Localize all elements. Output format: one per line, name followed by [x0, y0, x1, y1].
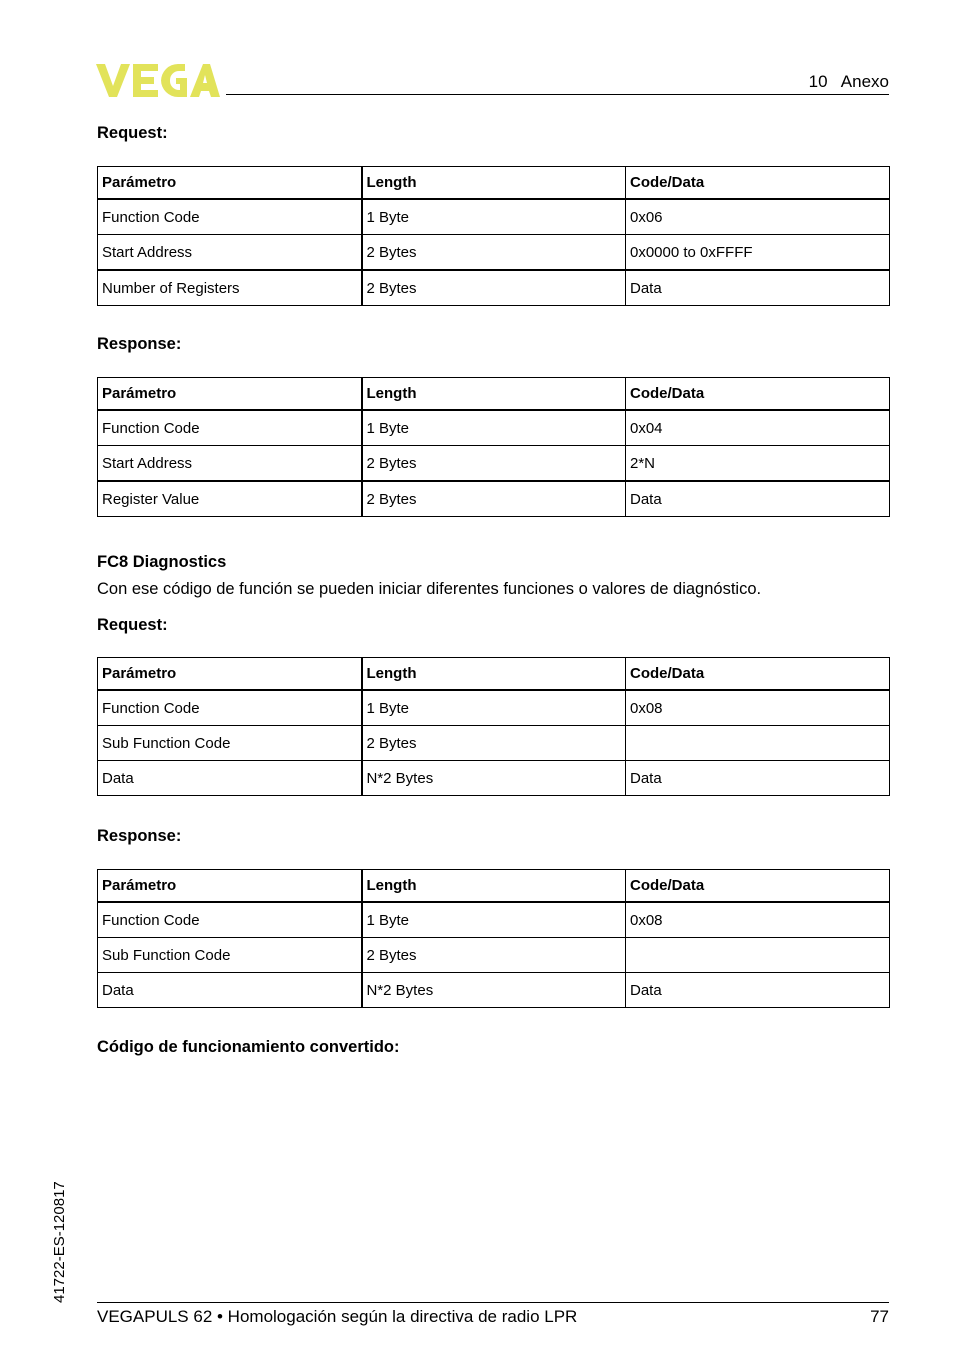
table-header-row — [98, 378, 890, 411]
table-cell: 0x0000 to 0xFFFF — [626, 235, 890, 271]
fc8-request-heading: Request: — [97, 616, 168, 634]
table-cell: Start Address — [98, 446, 362, 482]
table-header-cell: Code/Data — [626, 167, 890, 200]
table-header-cell: Length — [362, 167, 626, 200]
table-cell: 2*N — [626, 446, 890, 482]
table-cell — [626, 726, 890, 761]
table-row — [98, 902, 890, 938]
fc8-response-table — [97, 869, 890, 1008]
table-cell: 1 Byte — [362, 199, 626, 235]
table-header-row — [98, 870, 890, 903]
table-cell: Sub Function Code — [98, 938, 362, 973]
table-row — [98, 199, 890, 235]
table-cell: Data — [626, 973, 890, 1008]
table-header-cell: Parámetro — [98, 870, 362, 903]
table-header-cell: Code/Data — [626, 870, 890, 903]
table-cell: Start Address — [98, 235, 362, 271]
table-row — [98, 235, 890, 271]
table-cell: Data — [98, 761, 362, 796]
table-cell: Sub Function Code — [98, 726, 362, 761]
table-header-row — [98, 658, 890, 691]
table-cell: 1 Byte — [362, 690, 626, 726]
chapter-label: 10 Anexo — [808, 72, 889, 91]
converted-code-heading: Código de funcionamiento convertido: — [97, 1038, 400, 1056]
table-cell: 0x04 — [626, 410, 890, 446]
table-header-cell: Parámetro — [98, 378, 362, 411]
table-cell: 2 Bytes — [362, 446, 626, 482]
table-cell: 2 Bytes — [362, 481, 626, 517]
table-cell: 0x08 — [626, 902, 890, 938]
request-table — [97, 166, 890, 306]
fc8-description: Con ese código de función se pueden iniciar diferentes funciones o valores de diagnóstico. — [97, 580, 762, 598]
table-row — [98, 446, 890, 482]
document-code: 41722-ES-120817 — [51, 1181, 68, 1303]
table-cell: 1 Byte — [362, 902, 626, 938]
table-cell: Function Code — [98, 902, 362, 938]
table-cell: 1 Byte — [362, 410, 626, 446]
table-header-cell: Code/Data — [626, 378, 890, 411]
table-cell: N*2 Bytes — [362, 973, 626, 1008]
fc8-response-heading: Response: — [97, 827, 182, 845]
table-cell: Data — [626, 481, 890, 517]
header-rule — [226, 94, 889, 95]
table-row — [98, 726, 890, 761]
table-row — [98, 481, 890, 517]
table-cell: 0x06 — [626, 199, 890, 235]
table-header-cell: Parámetro — [98, 167, 362, 200]
response-table — [97, 377, 890, 517]
footer-rule — [97, 1302, 889, 1303]
table-header-cell: Length — [362, 658, 626, 691]
fc8-heading: FC8 Diagnostics — [97, 553, 227, 571]
table-row — [98, 938, 890, 973]
vega-logo — [96, 64, 220, 98]
table-cell: 2 Bytes — [362, 235, 626, 271]
table-cell: Register Value — [98, 481, 362, 517]
table-cell: Data — [98, 973, 362, 1008]
table-cell: 0x08 — [626, 690, 890, 726]
page-number: 77 — [870, 1307, 889, 1326]
table-header-cell: Length — [362, 870, 626, 903]
table-cell: 2 Bytes — [362, 938, 626, 973]
table-cell: Function Code — [98, 199, 362, 235]
table-row — [98, 410, 890, 446]
table-header-cell: Length — [362, 378, 626, 411]
table-row — [98, 761, 890, 796]
table-cell: 2 Bytes — [362, 726, 626, 761]
fc8-request-table — [97, 657, 890, 796]
table-header-cell: Parámetro — [98, 658, 362, 691]
table-cell: Data — [626, 270, 890, 306]
request-heading: Request: — [97, 124, 168, 142]
footer-title: VEGAPULS 62 • Homologación según la directiva de radio LPR — [97, 1307, 578, 1326]
response-heading: Response: — [97, 335, 182, 353]
table-row — [98, 973, 890, 1008]
table-cell: N*2 Bytes — [362, 761, 626, 796]
table-header-cell: Code/Data — [626, 658, 890, 691]
table-header-row — [98, 167, 890, 200]
table-cell: Data — [626, 761, 890, 796]
table-row — [98, 690, 890, 726]
table-cell — [626, 938, 890, 973]
table-cell: 2 Bytes — [362, 270, 626, 306]
table-cell: Function Code — [98, 410, 362, 446]
table-cell: Number of Registers — [98, 270, 362, 306]
table-row — [98, 270, 890, 306]
table-cell: Function Code — [98, 690, 362, 726]
